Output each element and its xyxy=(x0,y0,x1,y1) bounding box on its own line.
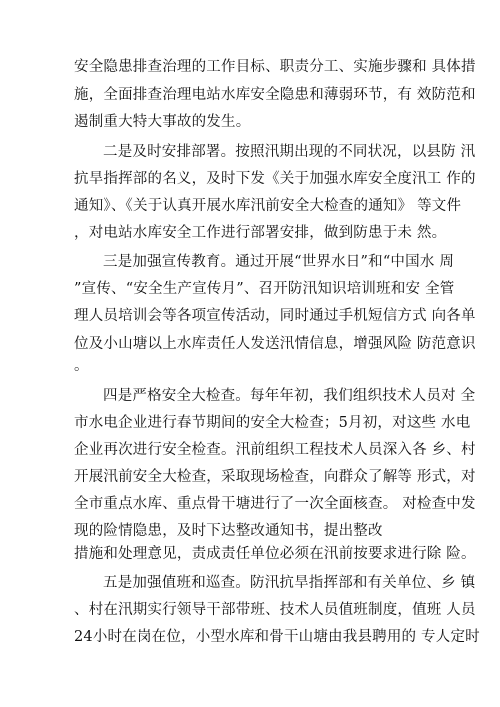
text-line: 开展汛前安全大检查，采取现场检查，向群众了解等 形式，对 xyxy=(74,469,476,485)
text-line: 遏制重大特大事故的发生。 xyxy=(74,114,251,130)
text-line: 施，全面排查治理电站水库安全隐患和薄弱环节，有 效防范和 xyxy=(74,87,476,103)
text-line: 抗旱指挥部的名义，及时下发《关于加强水库安全度汛工 作的 xyxy=(74,171,476,187)
text-line: 24小时在岗在位，小型水库和骨干山塘由我县聘用的 专人定时 xyxy=(74,629,480,645)
text-line: 位及小山塘以上水库责任人发送汛情信息，增强风险 防范意识 xyxy=(74,336,476,352)
text-line: 全市重点水库、重点骨干塘进行了一次全面核查。 对检查中发 xyxy=(74,496,476,512)
text-line: ，对电站水库安全工作进行部署安排，做到防患于未 然。 xyxy=(74,225,447,241)
text-line: 现的险情隐患，及时下达整改通知书，提出整改 xyxy=(74,523,383,539)
paragraph-start-line: 二是及时安排部署。按照汛期出现的不同状况，以县防 汛 xyxy=(103,144,476,160)
text-line: 理人员培训会等各项宣传活动，同时通过手机短信方式 向各单 xyxy=(74,308,476,324)
text-line: 措施和处理意见，责成责任单位必须在汛前按要求进行除 险。 xyxy=(74,546,476,562)
text-line: 企业再次进行安全检查。汛前组织工程技术人员深入各 乡、村 xyxy=(74,442,476,458)
text-line: 。 xyxy=(74,358,89,374)
paragraph-start-line: 三是加强宣传教育。通过开展“世界水日”和“中国水 周 xyxy=(103,254,455,270)
paragraph-start-line: 五是加强值班和巡查。防汛抗旱指挥部和有关单位、乡 镇 xyxy=(103,575,476,591)
text-line: 安全隐患排查治理的工作目标、职责分工、实施步骤和 具体措 xyxy=(74,59,476,75)
text-line: 通知》、《关于认真开展水库汛前安全大检查的通知》 等文件 xyxy=(74,198,462,214)
text-line: ”宣传、“安全生产宣传月”、召开防汛知识培训班和安 全管 xyxy=(74,281,455,297)
text-line: 、村在汛期实行领导干部带班、技术人员值班制度，值班 人员 xyxy=(74,602,476,618)
text-line: 市水电企业进行春节期间的安全大检查；5月初，对这些 水电 xyxy=(74,415,471,431)
paragraph-start-line: 四是严格安全大检查。每年年初，我们组织技术人员对 全 xyxy=(103,388,476,404)
